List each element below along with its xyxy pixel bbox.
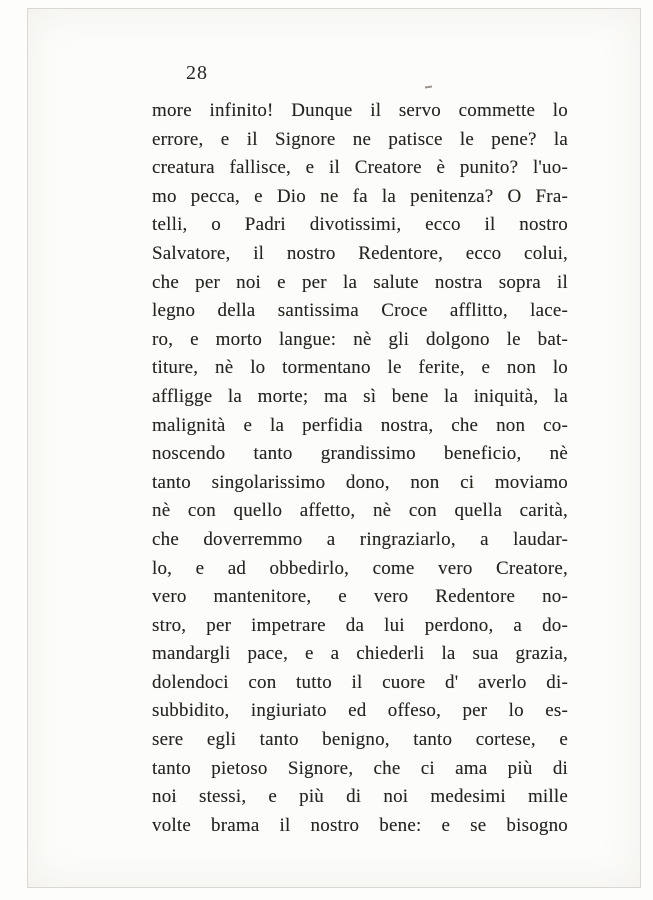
- text-line: tanto singolarissimo dono, non ci moviamo: [152, 471, 568, 493]
- text-line: noi stessi, e più di noi medesimi mille: [152, 786, 568, 808]
- text-line: vero mantenitore, e vero Redentore no-: [152, 586, 568, 608]
- text-line: dolendoci con tutto il cuore d' averlo di-: [152, 671, 568, 693]
- text-line: che doverremmo a ringraziarlo, a laudar-: [152, 528, 568, 550]
- text-line: creatura fallisce, e il Creatore è punito? l'uo-: [152, 157, 568, 179]
- text-line: stro, per impetrare da lui perdono, a do-: [152, 614, 568, 636]
- text-line: lo, e ad obbedirlo, come vero Creatore,: [152, 557, 568, 579]
- text-line: affligge la morte; ma sì bene la iniquità, la: [152, 385, 568, 407]
- text-line: malignità e la perfidia nostra, che non co-: [152, 414, 568, 436]
- text-line: mo pecca, e Dio ne fa la penitenza? O Fra-: [152, 185, 568, 207]
- text-line: volte brama il nostro bene: e se bisogno: [152, 814, 568, 836]
- text-line: legno della santissima Croce afflitto, lace-: [152, 300, 568, 322]
- text-block: [152, 97, 568, 840]
- text-line: errore, e il Signore ne patisce le pene? la: [152, 128, 568, 150]
- text-line: Salvatore, il nostro Redentore, ecco colui,: [152, 242, 568, 264]
- text-line: ro, e morto langue: nè gli dolgono le bat-: [152, 328, 568, 350]
- text-line: tanto pietoso Signore, che ci ama più di: [152, 757, 568, 779]
- text-line: che per noi e per la salute nostra sopra il: [152, 271, 568, 293]
- text-line: noscendo tanto grandissimo beneficio, nè: [152, 443, 568, 465]
- text-line: sere egli tanto benigno, tanto cortese, e: [152, 729, 568, 751]
- page-number: 28: [186, 62, 208, 84]
- text-line: nè con quello affetto, nè con quella carità,: [152, 500, 568, 522]
- text-line: titure, nè lo tormentano le ferite, e non lo: [152, 357, 568, 379]
- text-line: telli, o Padri divotissimi, ecco il nostro: [152, 214, 568, 236]
- text-line: more infinito! Dunque il servo commette lo: [152, 100, 568, 121]
- text-line: subbidito, ingiuriato ed offeso, per lo es-: [152, 700, 568, 722]
- text-line: mandargli pace, e a chiederli la sua grazia,: [152, 643, 568, 665]
